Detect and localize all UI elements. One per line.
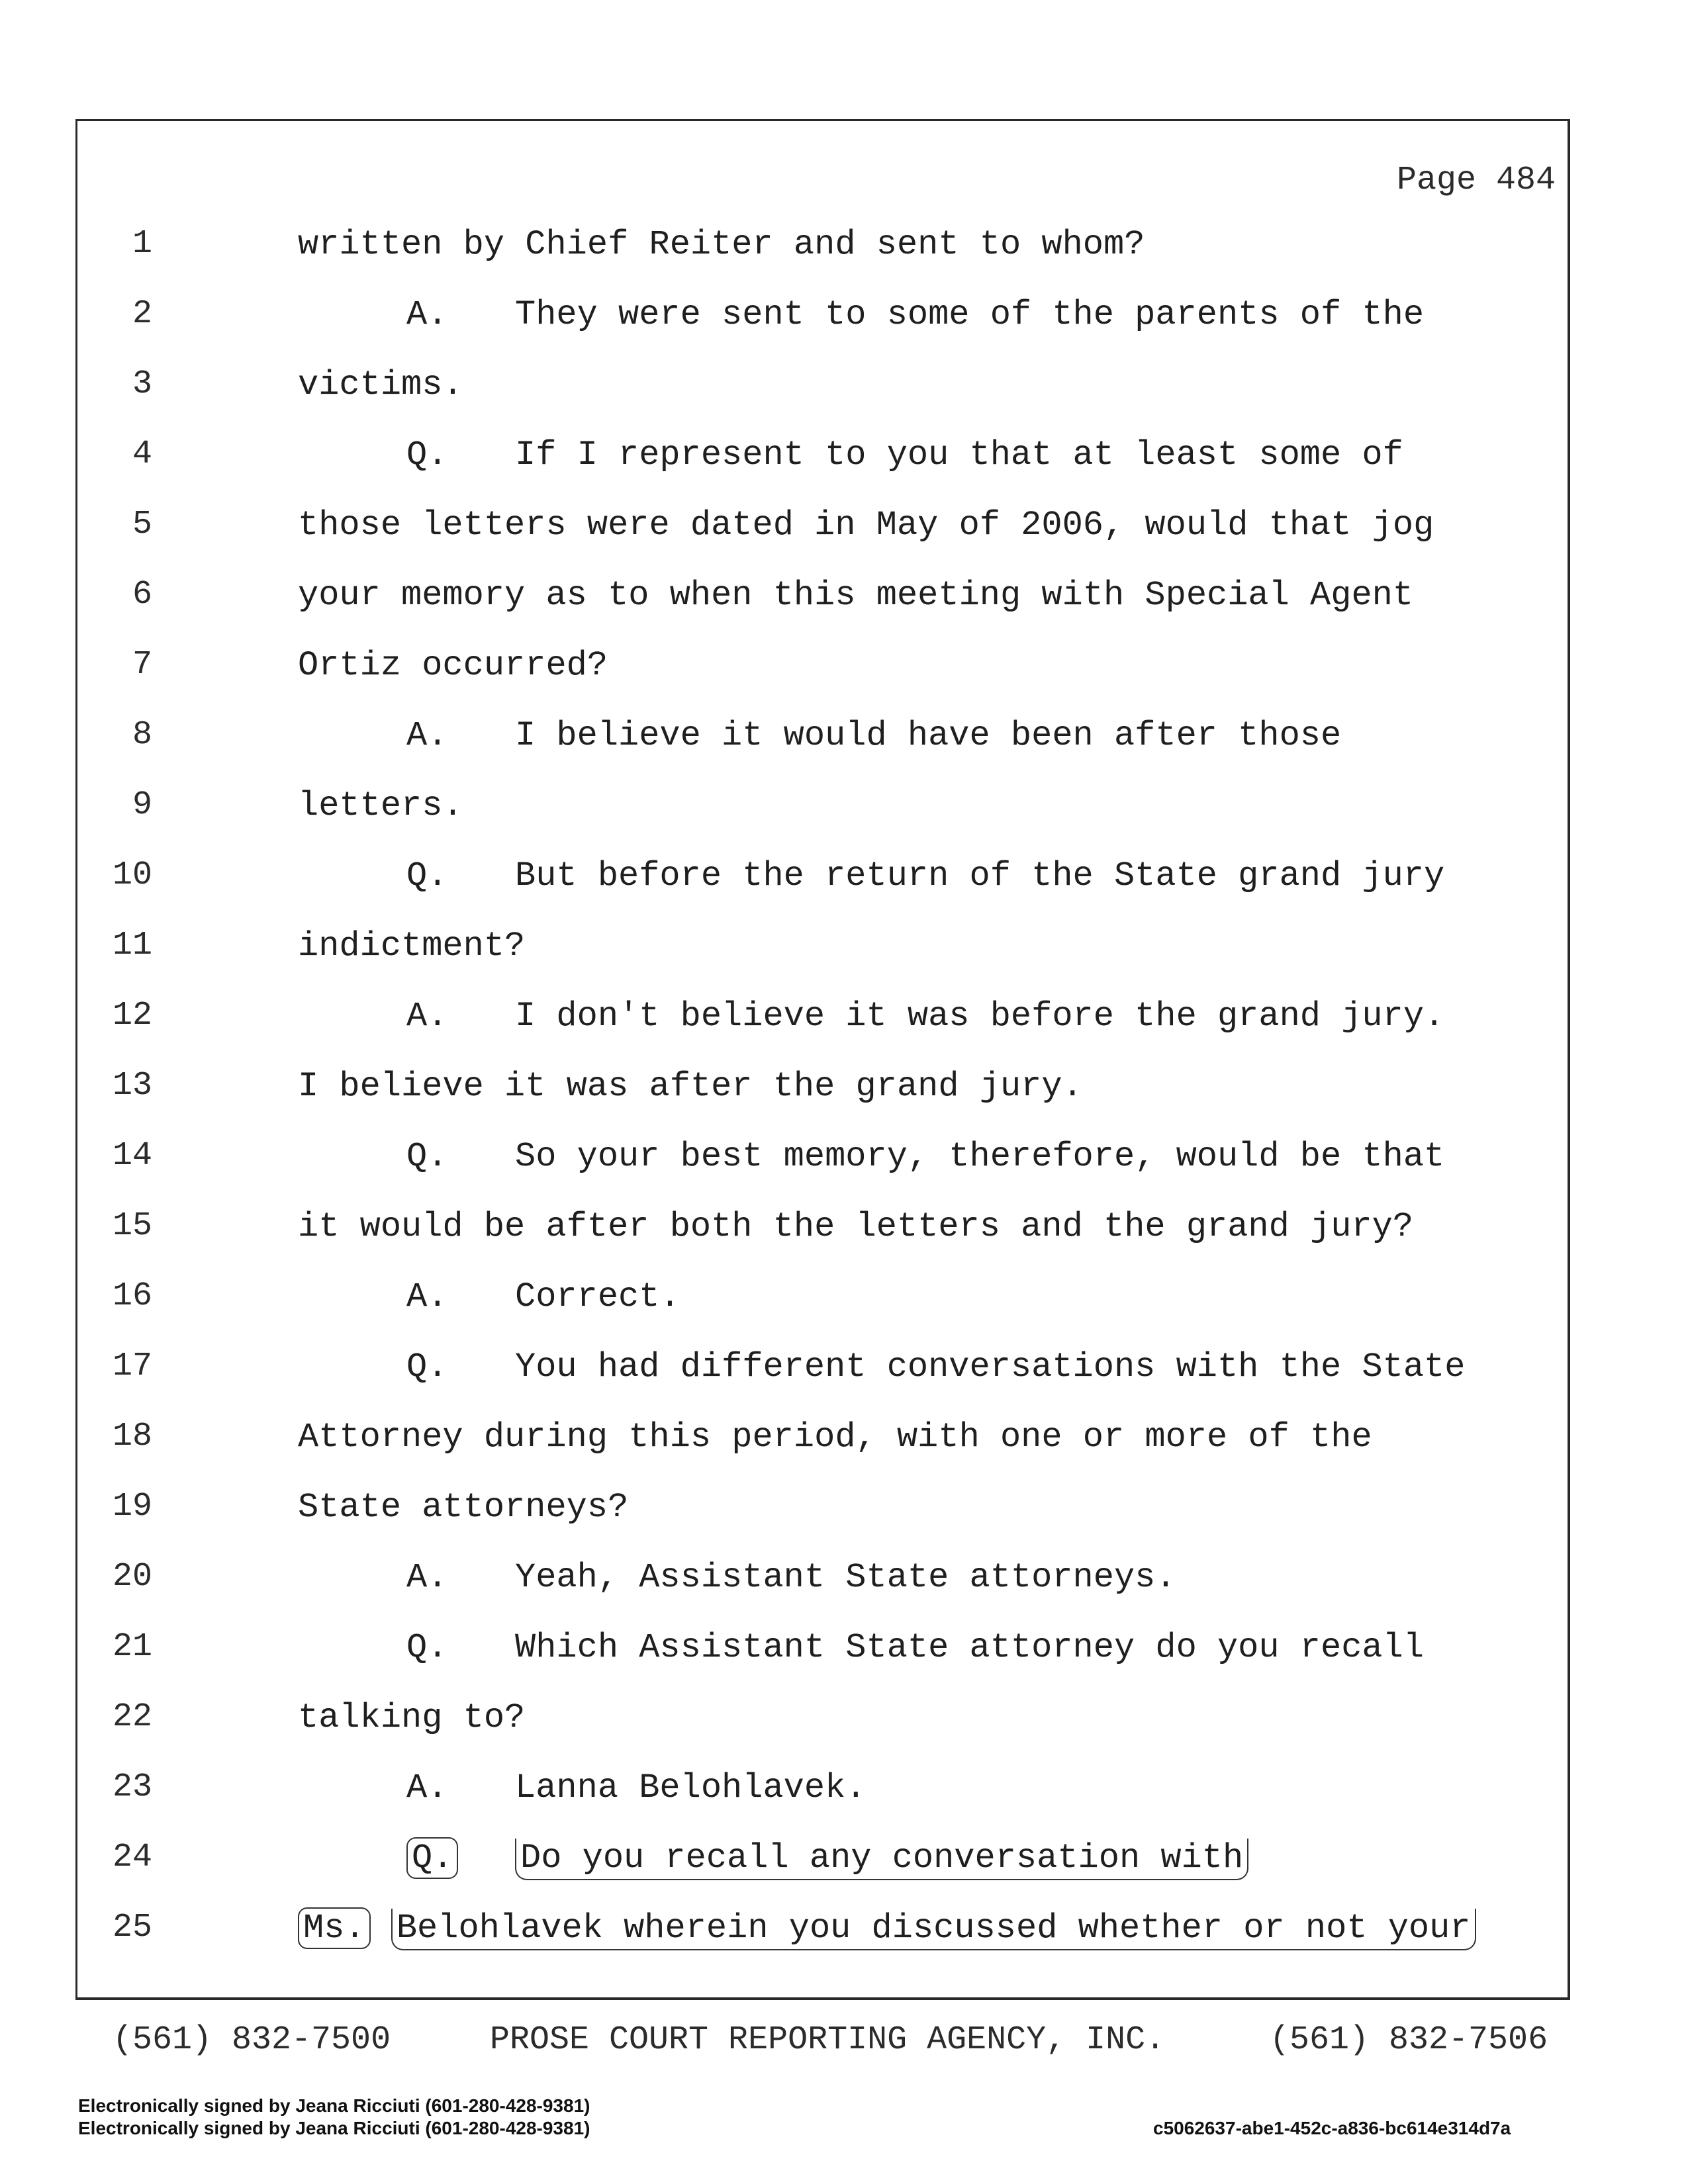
- transcript-line: [0, 856, 1688, 927]
- line-body: Attorney during this period, with one or more of the: [298, 1418, 1372, 1457]
- line-text: [298, 1698, 525, 1737]
- transcript-line: [0, 927, 1688, 997]
- line-text: [298, 225, 1145, 264]
- speaker-label: [406, 1137, 515, 1176]
- line-body: So your best memory, therefore, would be that: [515, 1137, 1445, 1176]
- line-text: [298, 786, 463, 825]
- line-number: 10: [112, 856, 152, 894]
- line-body: I believe it would have been after those: [515, 716, 1342, 755]
- line-body: Ortiz occurred?: [298, 646, 608, 685]
- speaker-label-text: Q.: [406, 1837, 458, 1879]
- line-text: [406, 1347, 1465, 1387]
- line-number: 7: [132, 646, 152, 684]
- speaker-label: [406, 1347, 515, 1387]
- transcript-line: [0, 1839, 1688, 1909]
- transcript-line: [0, 646, 1688, 716]
- line-number: 1: [132, 225, 152, 263]
- line-text: [298, 365, 463, 404]
- line-number: 17: [112, 1347, 152, 1385]
- line-text: [406, 716, 1341, 755]
- line-body: You had different conversations with the State: [515, 1347, 1466, 1387]
- lead-word: Ms.: [298, 1907, 371, 1949]
- speaker-label: [406, 435, 515, 475]
- transcript-line: [0, 506, 1688, 576]
- line-number: 25: [112, 1909, 152, 1946]
- line-text: [298, 646, 608, 685]
- speaker-label-text: A.: [406, 1558, 448, 1597]
- line-text: [406, 1277, 680, 1316]
- line-number: 18: [112, 1418, 152, 1455]
- line-number: 8: [132, 716, 152, 754]
- line-number: 6: [132, 576, 152, 614]
- transcript-line: [0, 1558, 1688, 1628]
- line-text: [298, 1067, 1083, 1106]
- line-body: talking to?: [298, 1698, 526, 1737]
- speaker-label: [406, 1628, 515, 1667]
- line-text: [406, 997, 1444, 1036]
- line-text: [298, 927, 525, 966]
- signature-line-1: Electronically signed by Jeana Ricciuti (601-280-428-9381): [78, 2095, 590, 2116]
- transcript-line: [0, 1347, 1688, 1418]
- speaker-label-text: A.: [406, 716, 448, 755]
- transcript-line: [0, 1207, 1688, 1277]
- line-number: 12: [112, 997, 152, 1034]
- transcript-line: [0, 225, 1688, 295]
- speaker-label: [406, 295, 515, 334]
- line-body: it would be after both the letters and the grand jury?: [298, 1207, 1414, 1246]
- line-text: [298, 1488, 628, 1527]
- footer-agency: PROSE COURT REPORTING AGENCY, INC.: [490, 2021, 1166, 2059]
- line-text: [406, 1768, 867, 1807]
- page-number: Page 484: [1396, 161, 1556, 199]
- line-number: 3: [132, 365, 152, 403]
- line-text: [406, 1628, 1424, 1667]
- transcript-line: [0, 1137, 1688, 1207]
- speaker-label-text: A.: [406, 295, 448, 334]
- speaker-label-text: Q.: [406, 1137, 448, 1176]
- transcript-line: [0, 295, 1688, 365]
- line-body: Lanna Belohlavek.: [515, 1768, 867, 1807]
- transcript-line: [0, 786, 1688, 856]
- line-number: 5: [132, 506, 152, 543]
- transcript-line: [0, 997, 1688, 1067]
- line-text: [298, 1418, 1372, 1457]
- transcript-line: [0, 576, 1688, 646]
- document-hash: c5062637-abe1-452c-a836-bc614e314d7a: [1153, 2118, 1511, 2138]
- line-number: 24: [112, 1839, 152, 1876]
- line-body: your memory as to when this meeting with Special Agent: [298, 576, 1414, 615]
- line-body: They were sent to some of the parents of the: [515, 295, 1425, 334]
- speaker-label-text: A.: [406, 1768, 448, 1807]
- signature-line-2: Electronically signed by Jeana Ricciuti (601-280-428-9381): [78, 2118, 590, 2138]
- line-number: 11: [112, 927, 152, 964]
- line-body: Which Assistant State attorney do you recall: [515, 1628, 1425, 1667]
- line-body: If I represent to you that at least some of: [515, 435, 1403, 475]
- line-number: 23: [112, 1768, 152, 1806]
- speaker-label: [406, 1839, 515, 1878]
- line-text: [406, 856, 1444, 895]
- speaker-label: [406, 997, 515, 1036]
- transcript-line: [0, 1488, 1688, 1558]
- speaker-label-text: A.: [406, 997, 448, 1036]
- speaker-label: [406, 716, 515, 755]
- line-number: 16: [112, 1277, 152, 1315]
- line-number: 22: [112, 1698, 152, 1736]
- transcript-line: [0, 716, 1688, 786]
- transcript-line: [0, 435, 1688, 506]
- line-body: But before the return of the State grand jury: [515, 856, 1445, 895]
- speaker-label-text: Q.: [406, 1628, 448, 1667]
- line-body: victims.: [298, 365, 463, 404]
- line-body: Yeah, Assistant State attorneys.: [515, 1558, 1176, 1597]
- line-text: [406, 1137, 1444, 1176]
- line-body: Correct.: [515, 1277, 680, 1316]
- line-body: written by Chief Reiter and sent to whom?: [298, 225, 1145, 264]
- speaker-label-text: Q.: [406, 856, 448, 895]
- line-text: [298, 506, 1434, 545]
- line-body: indictment?: [298, 927, 526, 966]
- line-text: [406, 295, 1424, 334]
- line-number: 4: [132, 435, 152, 473]
- speaker-label: [406, 1558, 515, 1597]
- line-body: those letters were dated in May of 2006, would that jog: [298, 506, 1434, 545]
- speaker-label-text: Q.: [406, 1347, 448, 1387]
- line-number: 19: [112, 1488, 152, 1525]
- transcript-line: [0, 1698, 1688, 1768]
- line-text: [406, 435, 1403, 475]
- line-text: [298, 576, 1413, 615]
- footer-phone-left: (561) 832-7500: [113, 2021, 391, 2059]
- transcript-line: [0, 1418, 1688, 1488]
- line-body: State attorneys?: [298, 1488, 629, 1527]
- transcript-line: [0, 1067, 1688, 1137]
- line-body: I believe it was after the grand jury.: [298, 1067, 1083, 1106]
- line-text: [406, 1839, 1248, 1878]
- speaker-label-text: Q.: [406, 435, 448, 475]
- line-number: 15: [112, 1207, 152, 1245]
- line-body: letters.: [298, 786, 463, 825]
- line-body: Do you recall any conversation with: [515, 1839, 1248, 1880]
- transcript-line: [0, 365, 1688, 435]
- speaker-label: [406, 856, 515, 895]
- line-number: 20: [112, 1558, 152, 1596]
- line-body: Belohlavek wherein you discussed whether or not your: [391, 1909, 1476, 1950]
- transcript-line: [0, 1277, 1688, 1347]
- line-text: [298, 1909, 1476, 1948]
- speaker-label-text: A.: [406, 1277, 448, 1316]
- footer-phone-right: (561) 832-7506: [1270, 2021, 1548, 2059]
- transcript-line: [0, 1909, 1688, 1979]
- line-number: 13: [112, 1067, 152, 1105]
- line-number: 9: [132, 786, 152, 824]
- line-number: 14: [112, 1137, 152, 1175]
- transcript-line: [0, 1768, 1688, 1839]
- speaker-label: [406, 1768, 515, 1807]
- speaker-label: [406, 1277, 515, 1316]
- line-body: I don't believe it was before the grand jury.: [515, 997, 1445, 1036]
- line-number: 2: [132, 295, 152, 333]
- line-text: [406, 1558, 1176, 1597]
- line-text: [298, 1207, 1413, 1246]
- line-number: 21: [112, 1628, 152, 1666]
- transcript-line: [0, 1628, 1688, 1698]
